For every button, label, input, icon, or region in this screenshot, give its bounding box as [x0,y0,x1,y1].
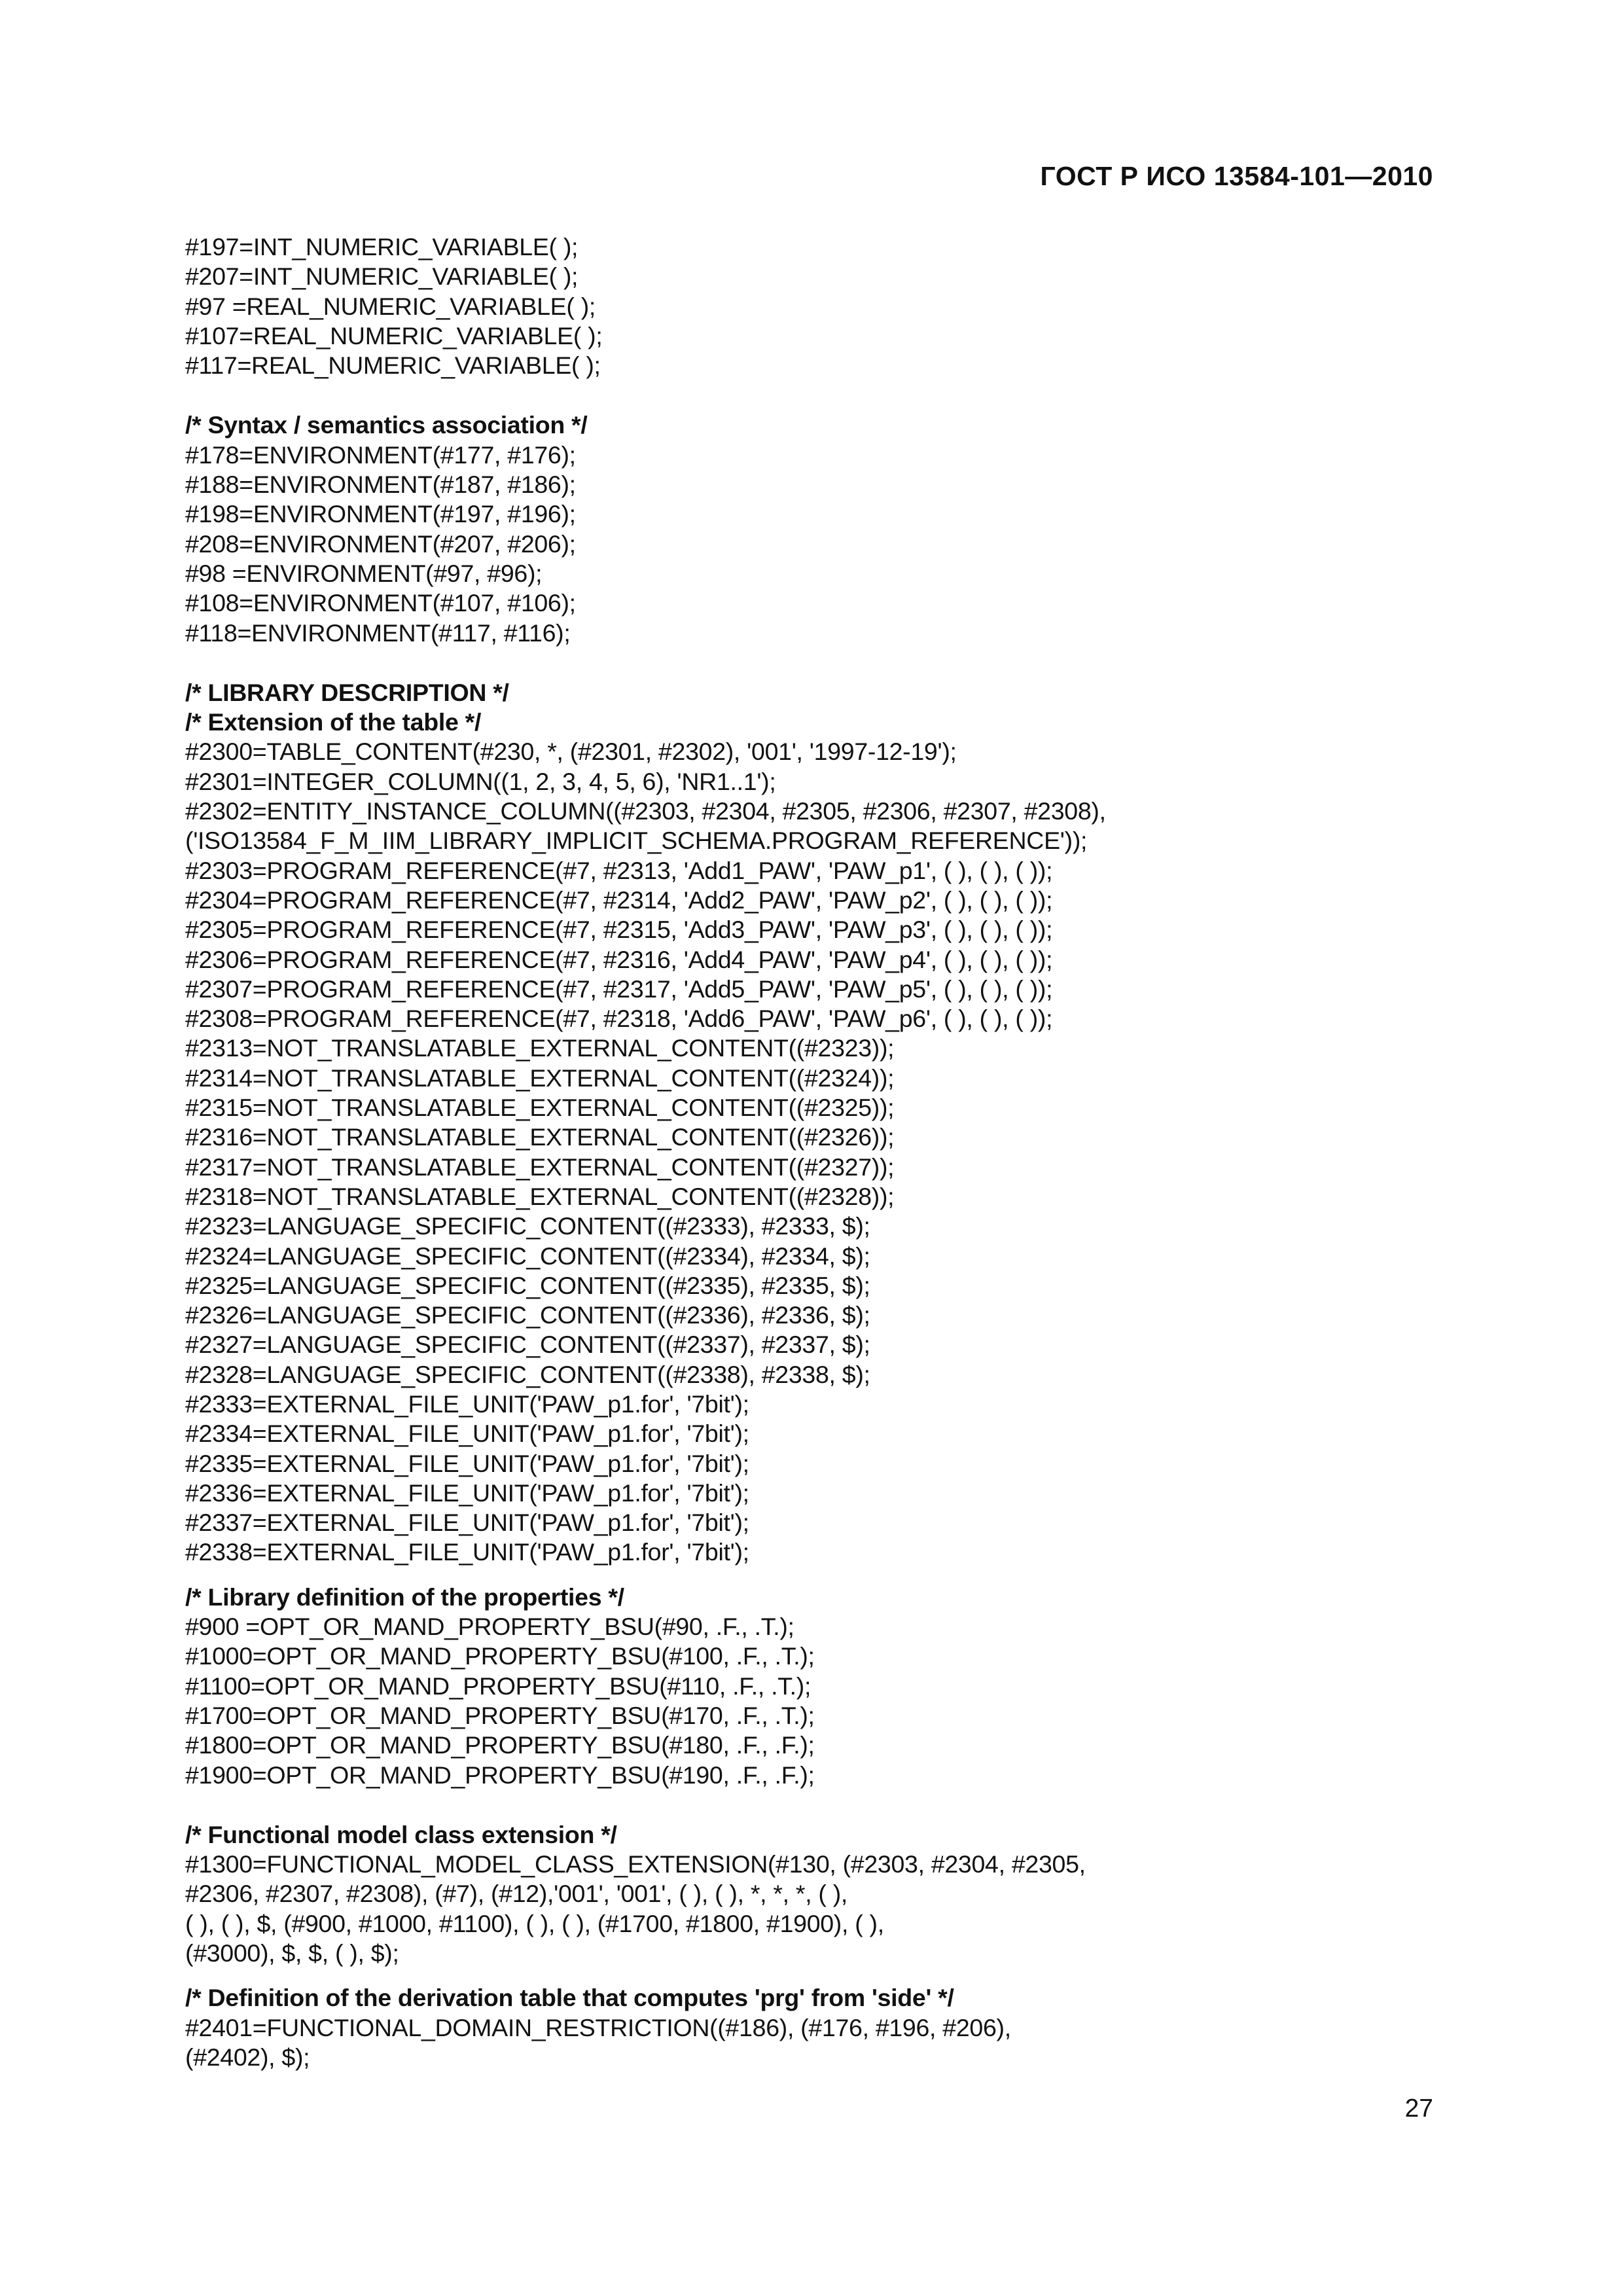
section-comment: /* Syntax / semantics association */ [185,411,588,439]
code-line: #97 =REAL_NUMERIC_VARIABLE( ); [185,292,596,320]
code-line: #2324=LANGUAGE_SPECIFIC_CONTENT((#2334), #2334, $); [185,1242,870,1270]
code-section [185,1983,1468,2072]
code-line: #98 =ENVIRONMENT(#97, #96); [185,559,543,587]
code-line: #2307=PROGRAM_REFERENCE(#7, #2317, 'Add5_PAW', 'PAW_p5', ( ), ( ), ( )); [185,975,1053,1003]
code-section [185,410,1468,647]
code-line: #1700=OPT_OR_MAND_PROPERTY_BSU(#170, .F., .T.); [185,1701,815,1729]
code-line: ( ), ( ), $, (#900, #1000, #1100), ( ), ( ), (#1700, #1800, #1900), ( ), [185,1909,884,1937]
code-line: #2313=NOT_TRANSLATABLE_EXTERNAL_CONTENT((#2323)); [185,1034,895,1062]
section-comment: /* Functional model class extension */ [185,1820,617,1848]
code-line: #2308=PROGRAM_REFERENCE(#7, #2318, 'Add6_PAW', 'PAW_p6', ( ), ( ), ( )); [185,1005,1053,1033]
code-line: #188=ENVIRONMENT(#187, #186); [185,471,576,499]
code-line: #108=ENVIRONMENT(#107, #106); [185,589,576,617]
code-line: #2304=PROGRAM_REFERENCE(#7, #2314, 'Add2_PAW', 'PAW_p2', ( ), ( ), ( )); [185,886,1053,914]
code-line: #2337=EXTERNAL_FILE_UNIT('PAW_p1.for', '7bit'); [185,1509,749,1537]
code-line: #1800=OPT_OR_MAND_PROPERTY_BSU(#180, .F., .F.); [185,1731,815,1759]
code-line: #197=INT_NUMERIC_VARIABLE( ); [185,233,579,260]
code-line: #2335=EXTERNAL_FILE_UNIT('PAW_p1.for', '7bit'); [185,1449,749,1477]
code-line: #2306=PROGRAM_REFERENCE(#7, #2316, 'Add4_PAW', 'PAW_p4', ( ), ( ), ( )); [185,945,1053,973]
section-comment: /* Extension of the table */ [185,708,482,736]
code-line: #2302=ENTITY_INSTANCE_COLUMN((#2303, #2304, #2305, #2306, #2307, #2308), [185,797,1106,825]
code-line: #2326=LANGUAGE_SPECIFIC_CONTENT((#2336), #2336, $); [185,1301,870,1329]
code-line: #2303=PROGRAM_REFERENCE(#7, #2313, 'Add1_PAW', 'PAW_p1', ( ), ( ), ( )); [185,856,1053,884]
document-standard-header: ГОСТ Р ИСО 13584-101—2010 [1040,161,1433,191]
code-line: #208=ENVIRONMENT(#207, #206); [185,529,576,558]
code-line: #2328=LANGUAGE_SPECIFIC_CONTENT((#2338), #2338, $); [185,1360,870,1388]
document-body [185,232,1468,2072]
section-comment: /* LIBRARY DESCRIPTION */ [185,678,509,706]
code-line: #2315=NOT_TRANSLATABLE_EXTERNAL_CONTENT((#2325)); [185,1094,895,1122]
code-section [185,678,1468,1568]
code-line: #2333=EXTERNAL_FILE_UNIT('PAW_p1.for', '7bit'); [185,1390,749,1418]
code-line: #2401=FUNCTIONAL_DOMAIN_RESTRICTION((#186), (#176, #196, #206), [185,2013,1011,2041]
code-line: #2325=LANGUAGE_SPECIFIC_CONTENT((#2335), #2335, $); [185,1271,870,1299]
code-line: #2323=LANGUAGE_SPECIFIC_CONTENT((#2333), #2333, $); [185,1212,870,1240]
code-line: #2314=NOT_TRANSLATABLE_EXTERNAL_CONTENT((#2324)); [185,1064,895,1092]
code-line: ('ISO13584_F_M_IIM_LIBRARY_IMPLICIT_SCHEMA.PROGRAM_REFERENCE')); [185,827,1088,855]
code-section [185,1583,1468,1790]
code-line: #1300=FUNCTIONAL_MODEL_CLASS_EXTENSION(#130, (#2303, #2304, #2305, [185,1850,1086,1878]
code-line: #2301=INTEGER_COLUMN((1, 2, 3, 4, 5, 6), 'NR1..1'); [185,767,776,795]
code-line: #118=ENVIRONMENT(#117, #116); [185,619,571,647]
code-line: #207=INT_NUMERIC_VARIABLE( ); [185,262,579,291]
section-comment: /* Library definition of the properties */ [185,1583,624,1611]
code-line: #2306, #2307, #2308), (#7), (#12),'001', '001', ( ), ( ), *, *, *, ( ), [185,1880,848,1908]
code-line: #117=REAL_NUMERIC_VARIABLE( ); [185,351,601,380]
code-section [185,232,1468,380]
code-line: #2318=NOT_TRANSLATABLE_EXTERNAL_CONTENT((#2328)); [185,1182,895,1210]
code-line: #178=ENVIRONMENT(#177, #176); [185,440,576,469]
page-number: 27 [1404,2094,1433,2123]
code-line: #1100=OPT_OR_MAND_PROPERTY_BSU(#110, .F., .T.); [185,1672,812,1700]
code-line: #1900=OPT_OR_MAND_PROPERTY_BSU(#190, .F., .F.); [185,1761,815,1789]
code-line: #2305=PROGRAM_REFERENCE(#7, #2315, 'Add3_PAW', 'PAW_p3', ( ), ( ), ( )); [185,916,1053,944]
code-line: #107=REAL_NUMERIC_VARIABLE( ); [185,321,603,350]
code-line: #900 =OPT_OR_MAND_PROPERTY_BSU(#90, .F., .T.); [185,1613,794,1641]
code-line: #2336=EXTERNAL_FILE_UNIT('PAW_p1.for', '7bit'); [185,1479,749,1507]
code-line: (#3000), $, $, ( ), $); [185,1939,399,1967]
code-line: #2338=EXTERNAL_FILE_UNIT('PAW_p1.for', '7bit'); [185,1538,749,1566]
code-line: #2317=NOT_TRANSLATABLE_EXTERNAL_CONTENT((#2327)); [185,1153,895,1181]
code-line: #1000=OPT_OR_MAND_PROPERTY_BSU(#100, .F., .T.); [185,1642,815,1670]
code-line: #198=ENVIRONMENT(#197, #196); [185,500,576,528]
code-line: #2316=NOT_TRANSLATABLE_EXTERNAL_CONTENT((#2326)); [185,1123,895,1151]
code-section [185,1820,1468,1968]
code-line: (#2402), $); [185,2043,310,2071]
section-comment: /* Definition of the derivation table that computes 'prg' from 'side' */ [185,1984,954,2012]
code-line: #2334=EXTERNAL_FILE_UNIT('PAW_p1.for', '7bit'); [185,1420,749,1448]
code-line: #2300=TABLE_CONTENT(#230, *, (#2301, #2302), '001', '1997-12-19'); [185,738,957,766]
code-line: #2327=LANGUAGE_SPECIFIC_CONTENT((#2337), #2337, $); [185,1331,870,1359]
